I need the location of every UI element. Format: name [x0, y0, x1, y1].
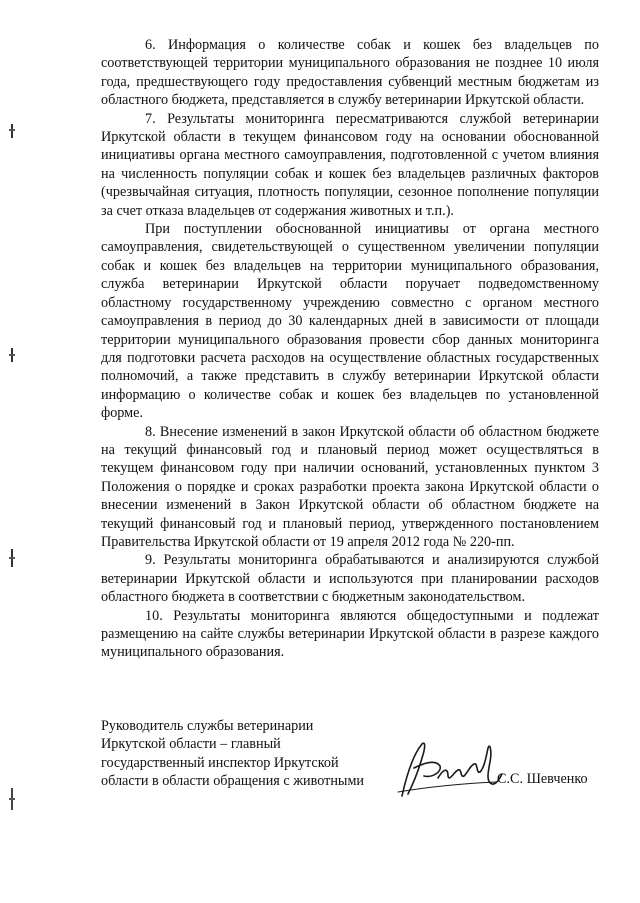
- scan-margin-mark: [8, 788, 16, 810]
- scan-margin-mark: [8, 348, 16, 362]
- handwritten-signature: [392, 738, 504, 802]
- paragraph-8: 8. Внесение изменений в закон Иркутской области об областном бюджете на текущий финансовый год и плановый период может осуществляться в текущем финансовом году при наличии оснований, установленных пунктом 3 Положения о порядке и сроках разработки проекта закона Иркутской области о внесении изменений в Закон Иркутской области об областном бюджете на текущий финансовый год и плановый период, утвержденного постановлением Правительства Иркутской области от 19 апреля 2012 года № 220-пп.: [101, 423, 599, 550]
- scan-margin-mark: [8, 124, 16, 138]
- document-body: [101, 36, 599, 662]
- signatory-title-line: государственный инспектор Иркутской: [101, 754, 339, 771]
- signatory-title: [101, 717, 401, 791]
- paragraph-7: 7. Результаты мониторинга пересматриваются службой ветеринарии Иркутской области в текущем финансовом году на основании обоснованной инициативы органа местного самоуправления, подготовленной с учетом влияния на численность популяции собак и кошек без владельцев различных факторов (чрезвычайная ситуация, плотность популяции, сезонное пополнение популяции за счет отказа владельцев от содержания животных и т.п.).: [101, 110, 599, 219]
- signatory-title-line: области в области обращения с животными: [101, 773, 365, 790]
- scan-margin-mark: [8, 549, 16, 567]
- signatory-title-line: Иркутской области – главный: [101, 736, 281, 753]
- paragraph-9: 9. Результаты мониторинга обрабатываются и анализируются службой ветеринарии Иркутской области и используются при планировании расходов областного бюджета в соответствии с бюджетным законодательством.: [101, 552, 599, 606]
- paragraph-10: 10. Результаты мониторинга являются общедоступными и подлежат размещению на сайте службы ветеринарии Иркутской области в разрезе каждого муниципального образования.: [101, 607, 599, 661]
- signatory-name: С.С. Шевченко: [497, 771, 588, 787]
- signatory-title-line: Руководитель службы ветеринарии: [101, 718, 314, 734]
- paragraph-7-continuation: При поступлении обоснованной инициативы от органа местного самоуправления, свидетельствующей о существенном увеличении популяции собак и кошек без владельцев на территории муниципального образования, служба ветеринарии Иркутской области поручает подведомственному областному государственному учреждению совместно с органом местного самоуправления в период до 30 календарных дней в зависимости от площади территории муниципального образования провести сбор данных мониторинга для подготовки расчета расходов на осуществление областных государственных полномочий, а также представить в службу ветеринарии Иркутской области информацию о количестве собак и кошек без владельцев по установленной форме.: [101, 221, 599, 422]
- paragraph-6: 6. Информация о количестве собак и кошек без владельцев по соответствующей территории муниципального образования не позднее 10 июля года, предшествующего году предоставления субвенций местным бюджетам из областного бюджета, представляется в службу ветеринарии Иркутской области.: [101, 37, 599, 109]
